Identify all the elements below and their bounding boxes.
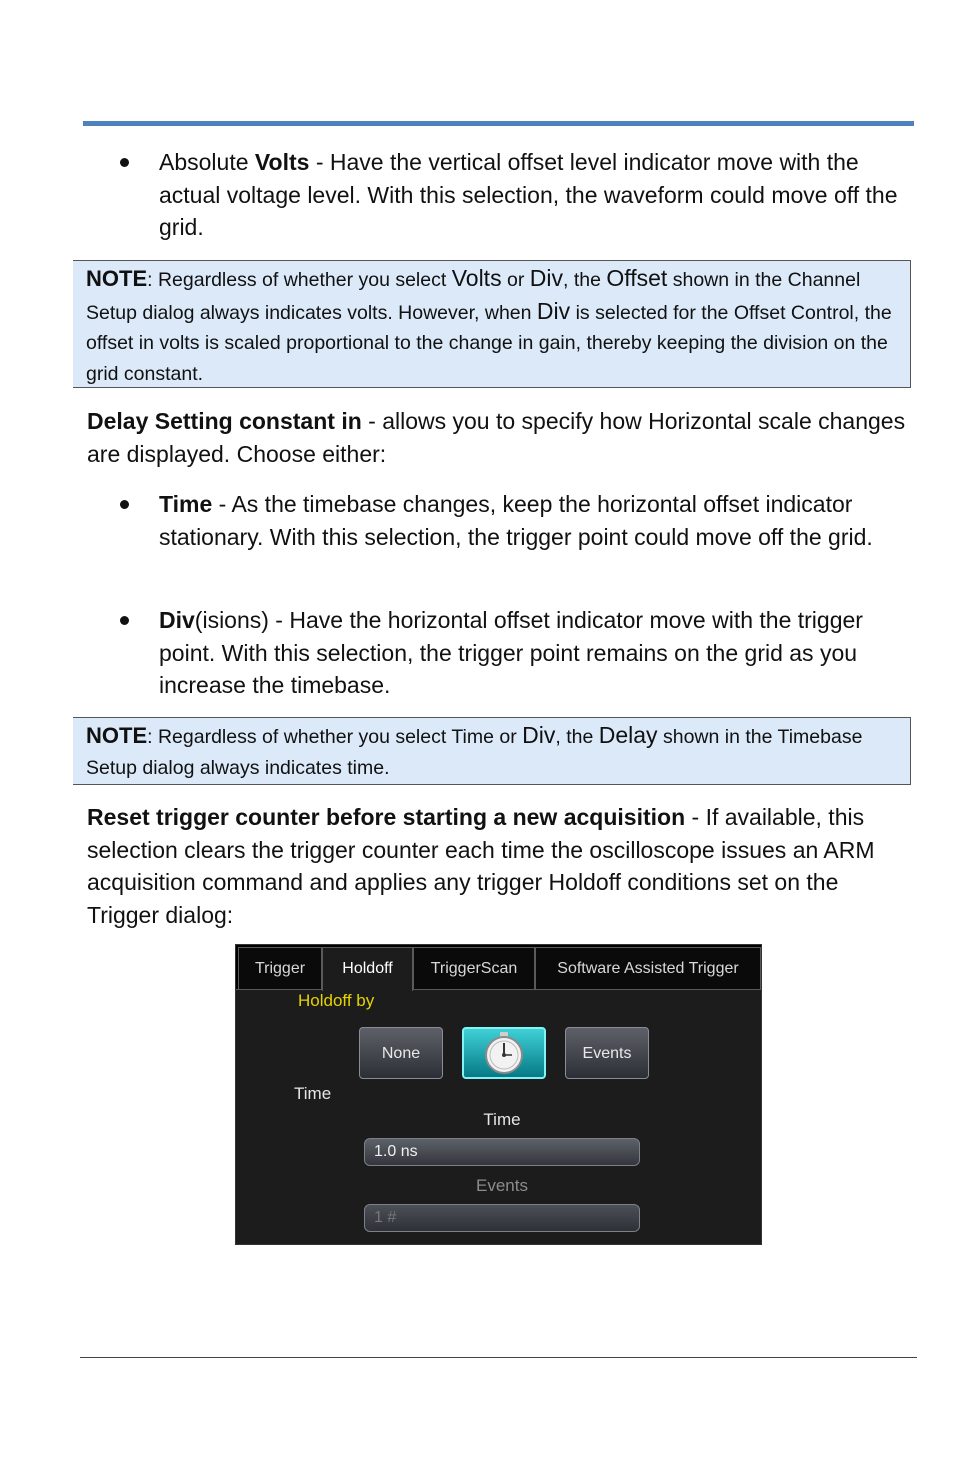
text-span: - Have the vertical offset level indicator move with the actual voltage level. With this selection, the waveform could move off the grid. <box>159 149 898 240</box>
tab-trigger[interactable]: Trigger <box>238 947 322 989</box>
events-field-label: Events <box>476 1176 528 1195</box>
keyword: Offset <box>606 265 668 291</box>
tab-divider <box>236 989 322 990</box>
text-span: : Regardless of whether you select Time or <box>147 726 523 748</box>
bullet-dot <box>120 616 129 625</box>
note-label: NOTE <box>86 723 148 748</box>
events-input: 1 # <box>364 1204 640 1232</box>
bullet-text <box>159 146 914 244</box>
tab-triggerscan[interactable]: TriggerScan <box>413 947 535 989</box>
bold-term: Time <box>159 491 213 517</box>
text-span: or <box>501 269 530 291</box>
bullet-text <box>159 604 914 702</box>
text-span: is selected for the Offset Control, the offset in volts is scaled proportional to the change in gain, thereby keeping the division on the grid constant. <box>86 301 892 385</box>
holdoff-events-button[interactable]: Events <box>565 1027 649 1079</box>
text-span: , the <box>555 726 599 748</box>
text-span: Absolute <box>159 149 255 175</box>
tab-software-assisted-trigger[interactable]: Software Assisted Trigger <box>535 947 761 989</box>
text-span: - If available, this selection clears the trigger counter each time the oscilloscope issues an ARM acquisition command and applies any trigger Holdoff conditions set on the Trigger dialog: <box>87 804 875 928</box>
holdoff-time-button[interactable] <box>462 1027 546 1079</box>
tab-holdoff[interactable]: Holdoff <box>322 947 413 991</box>
reset-trigger-paragraph <box>87 801 912 931</box>
holdoff-by-label: Holdoff by <box>298 991 375 1010</box>
note-box-offset <box>73 260 911 388</box>
bullet-dot <box>120 500 129 509</box>
holdoff-dialog-screenshot <box>235 944 762 1245</box>
text-span: shown in the Timebase Setup dialog always indicates time. <box>86 726 863 779</box>
keyword: Div <box>536 297 571 324</box>
text-span: - As the timebase changes, keep the horizontal offset indicator stationary. With this selection, the trigger point could move off the grid. <box>159 491 873 550</box>
bold-term: Reset trigger counter before starting a new acquisition <box>87 804 686 830</box>
selected-mode-label: Time <box>294 1084 332 1103</box>
bullet-dot <box>120 158 129 167</box>
holdoff-none-button[interactable]: None <box>359 1027 443 1079</box>
keyword: Div <box>522 722 556 748</box>
text-span: (isions) - Have the horizontal offset indicator move with the trigger point. With this selection, the trigger point remains on the grid as you increase the timebase. <box>159 607 863 698</box>
delay-setting-paragraph <box>87 405 912 470</box>
text-span: , the <box>563 269 607 291</box>
time-field-label: Time <box>483 1110 521 1129</box>
bold-term: Delay Setting constant in <box>87 408 362 434</box>
note-label: NOTE <box>86 266 148 291</box>
keyword: Delay <box>598 722 658 748</box>
header-rule <box>83 121 914 126</box>
tab-divider <box>413 989 761 990</box>
text-span: shown in the Channel Setup dialog always indicates volts. However, when <box>86 269 861 324</box>
keyword: Div <box>529 265 563 291</box>
time-input[interactable]: 1.0 ns <box>364 1138 640 1166</box>
bold-term: Div <box>159 607 195 633</box>
text-span: - allows you to specify how Horizontal scale changes are displayed. Choose either: <box>87 408 906 467</box>
text-span: : Regardless of whether you select <box>147 269 452 291</box>
bold-term: Volts <box>254 149 310 175</box>
stopwatch-icon <box>481 1030 527 1076</box>
keyword: Volts <box>451 265 502 291</box>
footer-rule <box>80 1357 917 1358</box>
note-box-delay <box>73 717 911 785</box>
bullet-text <box>159 488 914 553</box>
dialog-tab-bar <box>236 945 761 990</box>
